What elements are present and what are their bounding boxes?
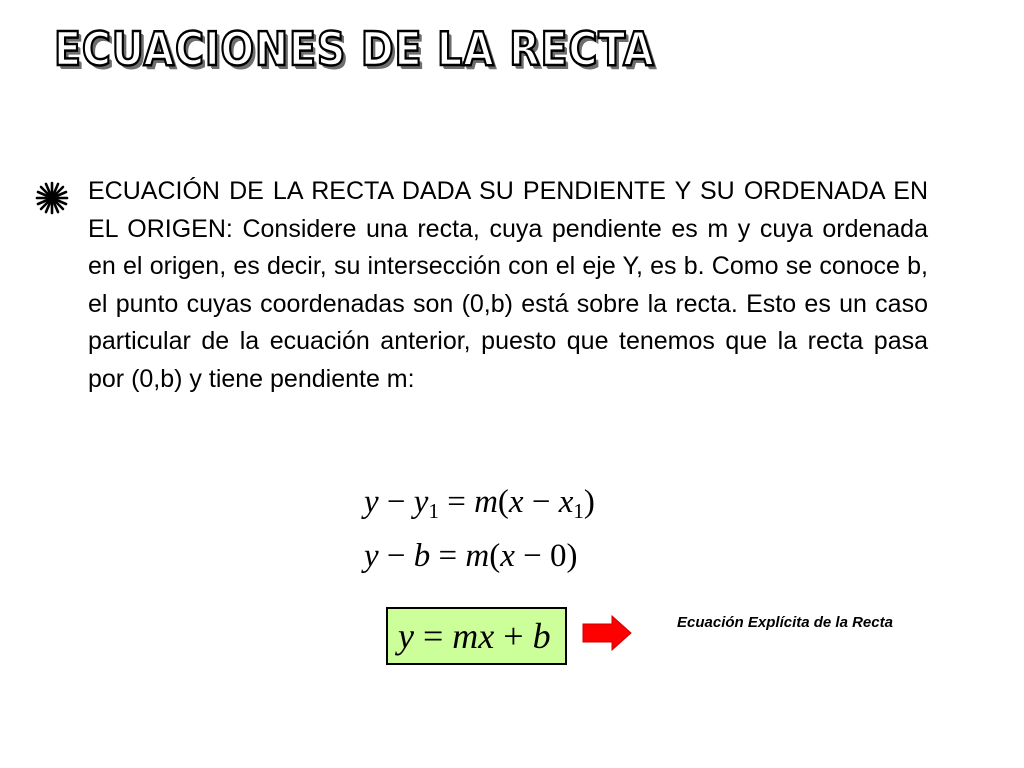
paragraph-body: Considere una recta, cuya pendiente es m y cuya ordenada en el origen, es decir, su intersección con el eje Y, es b. Como se conoce b, el punto cuyas coordenadas son (0,b) está sobre la recta. Esto es un caso particular de la ecuación anterior, puesto que tenemos que la recta pasa por (0,b) y tiene pendiente m: <box>88 214 928 393</box>
explicit-equation-caption: Ecuación Explícita de la Recta <box>677 614 893 631</box>
substituted-equation: y − b = m(x − 0) <box>364 538 578 574</box>
slide-title: ECUACIONES DE LA RECTA <box>54 22 655 76</box>
asterisk-star-icon <box>34 180 70 216</box>
point-slope-equation: $y - y_1 = m(x - x_1)$ <box>364 484 595 523</box>
body-paragraph <box>88 173 928 398</box>
explicit-equation: y = mx + b <box>398 616 551 656</box>
explicit-equation-box <box>386 607 567 665</box>
paragraph-heading: ECUACIÓN DE LA RECTA DADA SU PENDIENTE Y SU ORDENADA EN EL ORIGEN: <box>88 177 928 243</box>
right-arrow-icon <box>582 615 632 651</box>
